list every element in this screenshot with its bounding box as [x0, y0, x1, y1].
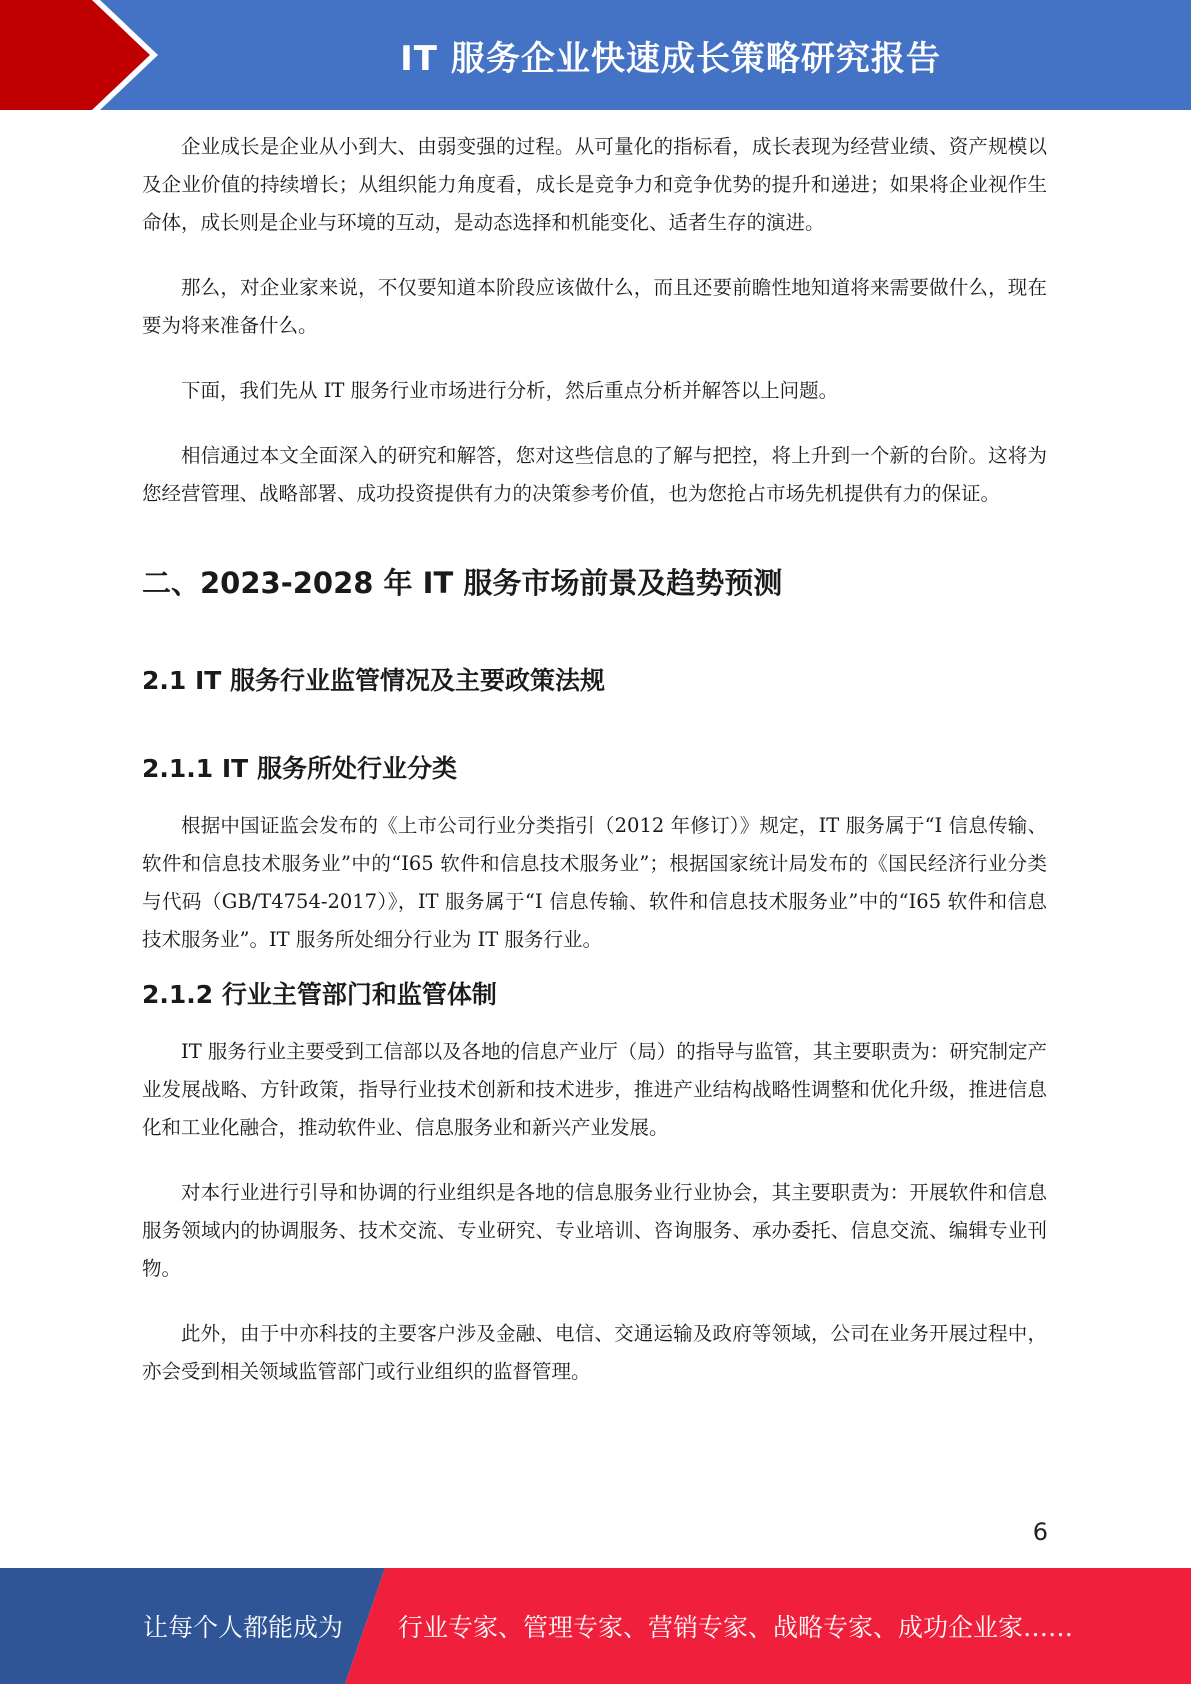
intro-paragraph-4: 相信通过本文全面深入的研究和解答，您对这些信息的了解与把控，将上升到一个新的台阶。这将为您经营管理、战略部署、成功投资提供有力的决策参考价值，也为您抢占市场先机提供有力的保证。 [142, 444, 1047, 505]
sub2-paragraph-2: 对本行业进行引导和协调的行业组织是各地的信息服务业行业协会，其主要职责为：开展软件和信息服务领域内的协调服务、技术交流、专业研究、专业培训、咨询服务、承办委托、信息交流、编辑专业刊物。 [142, 1181, 1047, 1280]
report-title: IT 服务企业快速成长策略研究报告 [400, 38, 941, 79]
page-number: 6 [1032, 1518, 1048, 1546]
sub2-heading: 2.1.2 行业主管部门和监管体制 [142, 980, 497, 1009]
page-footer [0, 1568, 1191, 1684]
sub2-paragraph-3: 此外，由于中亦科技的主要客户涉及金融、电信、交通运输及政府等领域，公司在业务开展过程中，亦会受到相关领域监管部门或行业组织的监督管理。 [142, 1322, 1047, 1383]
page-header [0, 0, 1191, 110]
intro-paragraph-2: 那么，对企业家来说，不仅要知道本阶段应该做什么，而且还要前瞻性地知道将来需要做什么，现在要为将来准备什么。 [142, 276, 1047, 337]
sub1-paragraph: 根据中国证监会发布的《上市公司行业分类指引（2012 年修订）》规定，IT 服务属于“I 信息传输、软件和信息技术服务业”中的“I65 软件和信息技术服务业”；根据国家统计局发布的《国民经济行业分类与代码（GB/T4754-2017）》，IT 服务属于“I 信息传输、软件和信息技术服务业”中的“I65 软件和信息技术服务业”。IT 服务所处细分行业为 IT 服务行业。 [142, 814, 1047, 951]
sub1-heading: 2.1.1 IT 服务所处行业分类 [142, 754, 457, 783]
footer-slogan-right: 行业专家、管理专家、营销专家、战略专家、成功企业家…… [398, 1613, 1074, 1642]
page-content [142, 128, 1047, 1391]
intro-paragraph-1: 企业成长是企业从小到大、由弱变强的过程。从可量化的指标看，成长表现为经营业绩、资产规模以及企业价值的持续增长；从组织能力角度看，成长是竞争力和竞争优势的提升和递进；如果将企业视作生命体，成长则是企业与环境的互动，是动态选择和机能变化、适者生存的演进。 [142, 135, 1047, 234]
footer-slogan-left: 让每个人都能成为 [143, 1613, 344, 1642]
section-heading: 二、2023-2028 年 IT 服务市场前景及趋势预测 [142, 566, 783, 600]
subsection-heading: 2.1 IT 服务行业监管情况及主要政策法规 [142, 666, 606, 695]
sub2-paragraph-1: IT 服务行业主要受到工信部以及各地的信息产业厅（局）的指导与监管，其主要职责为：研究制定产业发展战略、方针政策，指导行业技术创新和技术进步，推进产业结构战略性调整和优化升级，推进信息化和工业化融合，推动软件业、信息服务业和新兴产业发展。 [142, 1040, 1047, 1139]
intro-paragraph-3: 下面，我们先从 IT 服务行业市场进行分析，然后重点分析并解答以上问题。 [181, 379, 839, 402]
